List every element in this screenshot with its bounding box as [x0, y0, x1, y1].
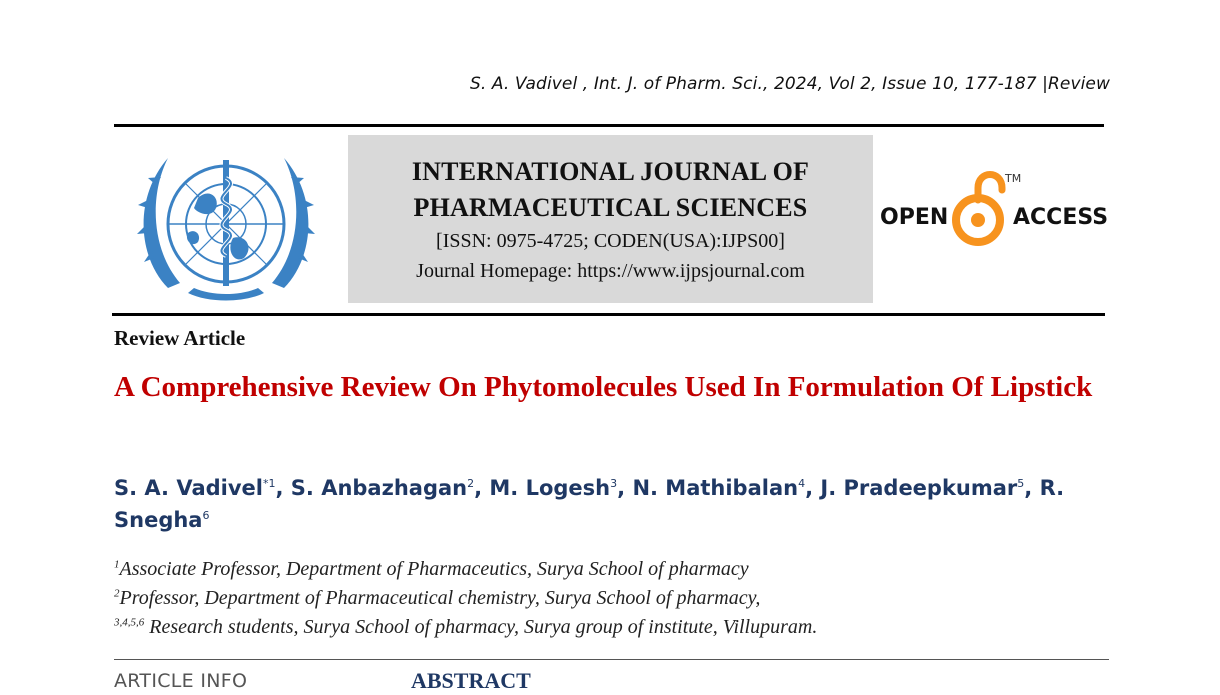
open-access-access-text: ACCESS — [1013, 205, 1108, 230]
author-affiliation-mark: 3 — [610, 477, 618, 490]
author-name: J. Pradeepkumar — [820, 476, 1018, 500]
affiliation-2-sup: 2 — [114, 587, 120, 600]
affiliation-2 — [114, 587, 1114, 610]
journal-name-line1: INTERNATIONAL JOURNAL OF — [411, 157, 810, 186]
open-access-open-text: OPEN — [880, 205, 949, 230]
affiliation-3 — [114, 616, 1114, 639]
journal-header-box — [348, 135, 873, 303]
top-rule — [114, 124, 1104, 127]
who-emblem-logo — [128, 138, 324, 306]
affiliation-1 — [114, 558, 1114, 581]
author-affiliation-mark: 6 — [202, 509, 210, 522]
article-type: Review Article — [114, 326, 246, 350]
journal-name-line2: PHARMACEUTICAL SCIENCES — [413, 193, 808, 222]
header-bottom-rule — [112, 313, 1105, 316]
affiliation-3-sup: 3,4,5,6 — [114, 616, 145, 629]
affiliation-2-text: Professor, Department of Pharmaceutical chemistry, Surya School of pharmacy, — [119, 587, 761, 609]
author-name: S. Anbazhagan — [290, 476, 468, 500]
article-title: A Comprehensive Review On Phytomolecules Used In Formulation Of Lipstick — [114, 371, 1093, 403]
author-affiliation-mark: *1 — [262, 477, 276, 490]
abstract-heading: ABSTRACT — [411, 668, 531, 693]
open-access-logo — [880, 166, 1108, 256]
author-name: M. Logesh — [489, 476, 611, 500]
author-affiliation-mark: 2 — [467, 477, 475, 490]
affiliation-1-text: Associate Professor, Department of Pharmaceutics, Surya School of pharmacy — [119, 558, 749, 580]
author-name: R. Snegha — [114, 476, 1065, 532]
affiliation-3-text: Research students, Surya School of pharmacy, Surya group of institute, Villupuram. — [144, 616, 818, 638]
journal-homepage: Journal Homepage: https://www.ijpsjournal.com — [416, 260, 805, 282]
issn-line: [ISSN: 0975-4725; CODEN(USA):IJPS00] — [436, 230, 785, 252]
author-affiliation-mark: 4 — [798, 477, 806, 490]
section-divider — [114, 659, 1109, 660]
citation-line: S. A. Vadivel , Int. J. of Pharm. Sci., 2024, Vol 2, Issue 10, 177-187 |Review — [469, 74, 1110, 94]
article-info-heading: ARTICLE INFO — [114, 670, 248, 692]
journal-name — [348, 154, 873, 226]
trademark-text: TM — [1005, 172, 1022, 185]
author-affiliation-mark: 5 — [1017, 477, 1025, 490]
affiliation-1-sup: 1 — [114, 558, 120, 571]
author-list: S. A. Vadivel$^{*1}$, S. Anbazhagan$^2$, M. Logesh$^3$, N. Mathibalan$^4$, J. Pradeepkumar$^5$, R. Snegha$^6$ — [114, 476, 1065, 532]
author-name: N. Mathibalan — [632, 476, 799, 500]
author-name: S. A. Vadivel — [114, 476, 263, 500]
